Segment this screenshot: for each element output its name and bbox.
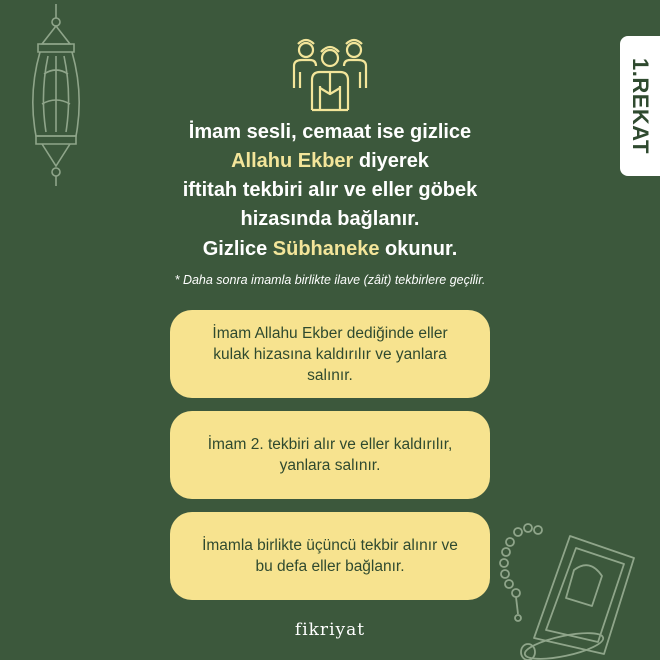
subhaneke-prefix: Gizlice (202, 238, 273, 260)
step-card-1-text: İmam Allahu Ekber dediğinde eller kulak hizasına kaldırılır ve yanlara salınır. (212, 324, 448, 384)
people-group-icon (290, 32, 370, 114)
subhaneke-highlight: Sübhaneke (272, 238, 380, 260)
lantern-icon (20, 4, 92, 188)
step-card-2-text: İmam 2. tekbiri alır ve eller kaldırılır, yanlara salınır. (207, 436, 453, 474)
intro-text (100, 118, 560, 234)
rekat-tab (620, 36, 660, 176)
footnote: * Daha sonra imamla birlikte ilave (zâit) tekbirlere geçilir. (174, 273, 486, 287)
step-card-3 (170, 512, 490, 600)
step-card-2 (170, 411, 490, 499)
subhaneke-suffix: okunur. (379, 238, 458, 260)
intro-line-2-rest: diyerek (353, 150, 429, 172)
intro-line-2 (100, 147, 560, 176)
step-card-1 (170, 310, 490, 398)
intro-line-4: hizasında bağlanır. (240, 208, 420, 230)
intro-line-1: İmam sesli, cemaat ise gizlice (188, 121, 472, 143)
prayer-rug-icon (494, 518, 644, 660)
brand-logo: fikriyat (294, 620, 366, 640)
subhaneke-line (100, 238, 560, 261)
rekat-tab-label: 1.REKAT (628, 58, 653, 154)
intro-line-3: iftitah tekbiri alır ve eller göbek (182, 179, 478, 201)
allahu-ekber-highlight: Allahu Ekber (231, 150, 354, 172)
step-card-3-text: İmamla birlikte üçüncü tekbir alınır ve bu defa eller bağlanır. (202, 537, 458, 575)
